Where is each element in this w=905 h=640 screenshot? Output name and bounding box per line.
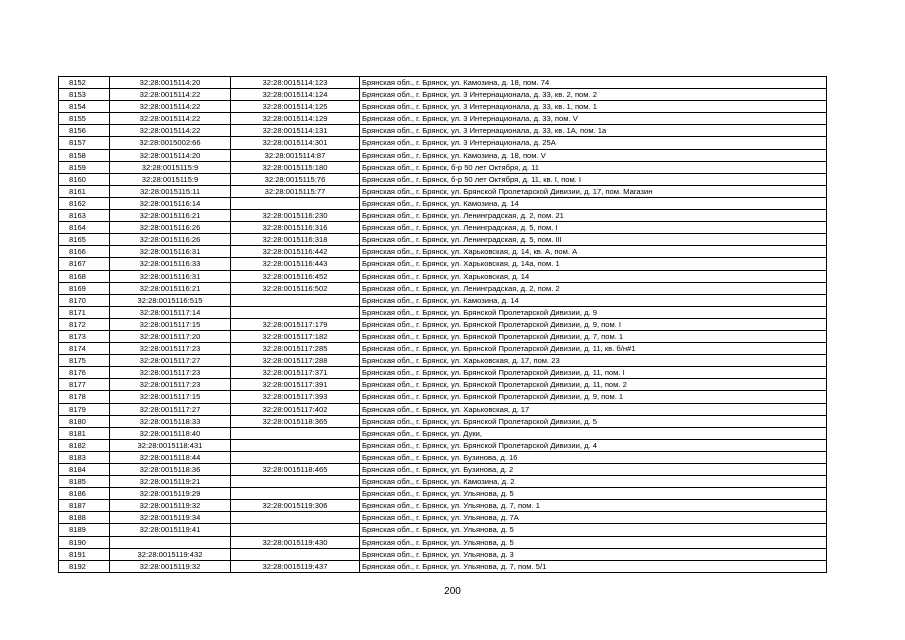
land-cadastral-number-cell: 32:28:0015114:22 (110, 113, 231, 125)
table-row (59, 113, 827, 125)
address-cell: Брянская обл., г. Брянск, ул. 3 Интернационала, д. 33, пом. V (360, 113, 827, 125)
address-cell: Брянская обл., г. Брянск, ул. Камозина, д. 18, пом. 74 (360, 77, 827, 89)
land-cadastral-number-cell: 32:28:0015117:27 (110, 355, 231, 367)
row-number-cell: 8169 (59, 282, 110, 294)
land-cadastral-number-cell: 32:28:0015119:32 (110, 500, 231, 512)
object-cadastral-number-cell: 32:28:0015117:393 (231, 391, 360, 403)
land-cadastral-number-cell: 32:28:0015118:44 (110, 451, 231, 463)
row-number-cell: 8188 (59, 512, 110, 524)
address-cell: Брянская обл., г. Брянск, ул. Брянской Пролетарской Дивизии, д. 5 (360, 415, 827, 427)
land-cadastral-number-cell: 32:28:0015118:431 (110, 439, 231, 451)
object-cadastral-number-cell: 32:28:0015114:301 (231, 137, 360, 149)
object-cadastral-number-cell: 32:28:0015117:285 (231, 343, 360, 355)
table-row (59, 379, 827, 391)
table-row (59, 403, 827, 415)
row-number-cell: 8179 (59, 403, 110, 415)
table-row (59, 330, 827, 342)
row-number-cell: 8186 (59, 488, 110, 500)
table-row (59, 355, 827, 367)
row-number-cell: 8190 (59, 536, 110, 548)
land-cadastral-number-cell: 32:28:0015116:33 (110, 258, 231, 270)
address-cell: Брянская обл., г. Брянск, ул. Ленинградская, д. 2, пом. 21 (360, 210, 827, 222)
address-cell: Брянская обл., г. Брянск, ул. Харьковская, д. 14 (360, 270, 827, 282)
table-row (59, 391, 827, 403)
object-cadastral-number-cell: 32:28:0015117:402 (231, 403, 360, 415)
object-cadastral-number-cell: 32:28:0015114:131 (231, 125, 360, 137)
address-cell: Брянская обл., г. Брянск, ул. 3 Интернационала, д. 25А (360, 137, 827, 149)
address-cell: Брянская обл., г. Брянск, ул. Камозина, д. 14 (360, 197, 827, 209)
address-cell: Брянская обл., г. Брянск, ул. Дуки, (360, 427, 827, 439)
table-row (59, 258, 827, 270)
object-cadastral-number-cell: 32:28:0015115:180 (231, 161, 360, 173)
address-cell: Брянская обл., г. Брянск, ул. Ульянова, д. 7, пом. 5/1 (360, 560, 827, 572)
row-number-cell: 8152 (59, 77, 110, 89)
object-cadastral-number-cell: 32:28:0015116:318 (231, 234, 360, 246)
table-body (59, 77, 827, 573)
address-cell: Брянская обл., г. Брянск, ул. 3 Интернационала, д. 33, кв. 1А, пом. 1а (360, 125, 827, 137)
land-cadastral-number-cell: 32:28:0015114:20 (110, 77, 231, 89)
object-cadastral-number-cell: 32:28:0015117:391 (231, 379, 360, 391)
table-row (59, 89, 827, 101)
row-number-cell: 8175 (59, 355, 110, 367)
land-cadastral-number-cell: 32:28:0015115:9 (110, 161, 231, 173)
object-cadastral-number-cell (231, 512, 360, 524)
table-row (59, 161, 827, 173)
address-cell: Брянская обл., г. Брянск, ул. Брянской Пролетарской Дивизии, д. 9, пом. I (360, 318, 827, 330)
address-cell: Брянская обл., г. Брянск, ул. Харьковская, д. 17, пом. 23 (360, 355, 827, 367)
object-cadastral-number-cell (231, 294, 360, 306)
object-cadastral-number-cell (231, 427, 360, 439)
object-cadastral-number-cell (231, 488, 360, 500)
row-number-cell: 8155 (59, 113, 110, 125)
land-cadastral-number-cell: 32:28:0015117:15 (110, 318, 231, 330)
table-row (59, 234, 827, 246)
property-register-table (58, 76, 827, 573)
table-row (59, 476, 827, 488)
object-cadastral-number-cell: 32:28:0015117:182 (231, 330, 360, 342)
land-cadastral-number-cell: 32:28:0015116:14 (110, 197, 231, 209)
row-number-cell: 8177 (59, 379, 110, 391)
land-cadastral-number-cell: 32:28:0015117:15 (110, 391, 231, 403)
row-number-cell: 8153 (59, 89, 110, 101)
table-row (59, 210, 827, 222)
table-row (59, 439, 827, 451)
object-cadastral-number-cell (231, 439, 360, 451)
object-cadastral-number-cell: 32:28:0015114:124 (231, 89, 360, 101)
land-cadastral-number-cell: 32:28:0015114:22 (110, 101, 231, 113)
object-cadastral-number-cell: 32:28:0015119:437 (231, 560, 360, 572)
address-cell: Брянская обл., г. Брянск, ул. Ульянова, д. 7, пом. 1 (360, 500, 827, 512)
address-cell: Брянская обл., г. Брянск, ул. Брянской Пролетарской Дивизии, д. 11, пом. 2 (360, 379, 827, 391)
table-row (59, 173, 827, 185)
row-number-cell: 8161 (59, 185, 110, 197)
land-cadastral-number-cell: 32:28:0015116:21 (110, 210, 231, 222)
land-cadastral-number-cell: 32:28:0015116:26 (110, 222, 231, 234)
land-cadastral-number-cell: 32:28:0015116:31 (110, 270, 231, 282)
land-cadastral-number-cell: 32:28:0015117:20 (110, 330, 231, 342)
row-number-cell: 8183 (59, 451, 110, 463)
land-cadastral-number-cell: 32:28:0015117:23 (110, 367, 231, 379)
object-cadastral-number-cell: 32:28:0015114:125 (231, 101, 360, 113)
address-cell: Брянская обл., г. Брянск, ул. Ульянова, д. 5 (360, 536, 827, 548)
object-cadastral-number-cell: 32:28:0015119:306 (231, 500, 360, 512)
address-cell: Брянская обл., г. Брянск, ул. Харьковская, д. 14а, пом. 1 (360, 258, 827, 270)
land-cadastral-number-cell: 32:28:0015117:23 (110, 379, 231, 391)
address-cell: Брянская обл., г. Брянск, ул. Ульянова, д. 3 (360, 548, 827, 560)
row-number-cell: 8187 (59, 500, 110, 512)
table-row (59, 149, 827, 161)
land-cadastral-number-cell: 32:28:0015117:23 (110, 343, 231, 355)
row-number-cell: 8170 (59, 294, 110, 306)
row-number-cell: 8172 (59, 318, 110, 330)
row-number-cell: 8189 (59, 524, 110, 536)
table-row (59, 500, 827, 512)
table-row (59, 451, 827, 463)
table-row (59, 536, 827, 548)
land-cadastral-number-cell: 32:28:0015115:9 (110, 173, 231, 185)
row-number-cell: 8176 (59, 367, 110, 379)
land-cadastral-number-cell: 32:28:0015002:66 (110, 137, 231, 149)
table-row (59, 367, 827, 379)
table-row (59, 197, 827, 209)
address-cell: Брянская обл., г. Брянск, б-р 50 лет Октября, д. 11 (360, 161, 827, 173)
row-number-cell: 8165 (59, 234, 110, 246)
address-cell: Брянская обл., г. Брянск, б-р 50 лет Октября, д. 11, кв. I, пом. I (360, 173, 827, 185)
table-row (59, 125, 827, 137)
address-cell: Брянская обл., г. Брянск, ул. Брянской Пролетарской Дивизии, д. 9 (360, 306, 827, 318)
object-cadastral-number-cell (231, 306, 360, 318)
address-cell: Брянская обл., г. Брянск, ул. Брянской Пролетарской Дивизии, д. 17, пом. Магазин (360, 185, 827, 197)
object-cadastral-number-cell (231, 524, 360, 536)
row-number-cell: 8181 (59, 427, 110, 439)
object-cadastral-number-cell: 32:28:0015119:430 (231, 536, 360, 548)
land-cadastral-number-cell: 32:28:0015116:31 (110, 246, 231, 258)
address-cell: Брянская обл., г. Брянск, ул. Харьковская, д. 17 (360, 403, 827, 415)
table-row (59, 343, 827, 355)
object-cadastral-number-cell (231, 476, 360, 488)
address-cell: Брянская обл., г. Брянск, ул. Бузинова, д. 2 (360, 464, 827, 476)
land-cadastral-number-cell: 32:28:0015117:27 (110, 403, 231, 415)
row-number-cell: 8182 (59, 439, 110, 451)
table-row (59, 77, 827, 89)
address-cell: Брянская обл., г. Брянск, ул. Ленинградская, д. 5, пом. III (360, 234, 827, 246)
row-number-cell: 8158 (59, 149, 110, 161)
row-number-cell: 8162 (59, 197, 110, 209)
table-row (59, 246, 827, 258)
row-number-cell: 8156 (59, 125, 110, 137)
land-cadastral-number-cell: 32:28:0015119:32 (110, 560, 231, 572)
object-cadastral-number-cell: 32:28:0015116:442 (231, 246, 360, 258)
address-cell: Брянская обл., г. Брянск, ул. Ульянова, д. 5 (360, 524, 827, 536)
address-cell: Брянская обл., г. Брянск, ул. Камозина, д. 18, пом. V (360, 149, 827, 161)
table-row (59, 101, 827, 113)
address-cell: Брянская обл., г. Брянск, ул. Ульянова, д. 5 (360, 488, 827, 500)
object-cadastral-number-cell: 32:28:0015115:76 (231, 173, 360, 185)
land-cadastral-number-cell: 32:28:0015116:21 (110, 282, 231, 294)
land-cadastral-number-cell: 32:28:0015116:26 (110, 234, 231, 246)
object-cadastral-number-cell: 32:28:0015115:77 (231, 185, 360, 197)
row-number-cell: 8160 (59, 173, 110, 185)
table-row (59, 464, 827, 476)
land-cadastral-number-cell: 32:28:0015117:14 (110, 306, 231, 318)
object-cadastral-number-cell: 32:28:0015116:316 (231, 222, 360, 234)
land-cadastral-number-cell: 32:28:0015114:22 (110, 125, 231, 137)
land-cadastral-number-cell: 32:28:0015115:11 (110, 185, 231, 197)
table-row (59, 415, 827, 427)
row-number-cell: 8178 (59, 391, 110, 403)
object-cadastral-number-cell: 32:28:0015114:129 (231, 113, 360, 125)
land-cadastral-number-cell: 32:28:0015116:515 (110, 294, 231, 306)
address-cell: Брянская обл., г. Брянск, ул. Камозина, д. 14 (360, 294, 827, 306)
table-row (59, 512, 827, 524)
object-cadastral-number-cell: 32:28:0015114:123 (231, 77, 360, 89)
table-row (59, 427, 827, 439)
table-row (59, 222, 827, 234)
row-number-cell: 8167 (59, 258, 110, 270)
page-number: 200 (444, 586, 461, 597)
table-row (59, 282, 827, 294)
object-cadastral-number-cell (231, 451, 360, 463)
object-cadastral-number-cell (231, 197, 360, 209)
address-cell: Брянская обл., г. Брянск, ул. Ленинградская, д. 2, пом. 2 (360, 282, 827, 294)
address-cell: Брянская обл., г. Брянск, ул. Бузинова, д. 16 (360, 451, 827, 463)
row-number-cell: 8174 (59, 343, 110, 355)
address-cell: Брянская обл., г. Брянск, ул. 3 Интернационала, д. 33, кв. 2, пом. 2 (360, 89, 827, 101)
land-cadastral-number-cell: 32:28:0015119:21 (110, 476, 231, 488)
row-number-cell: 8192 (59, 560, 110, 572)
address-cell: Брянская обл., г. Брянск, ул. Харьковская, д. 14, кв. А, пом. А (360, 246, 827, 258)
object-cadastral-number-cell: 32:28:0015114:87 (231, 149, 360, 161)
land-cadastral-number-cell: 32:28:0015119:432 (110, 548, 231, 560)
address-cell: Брянская обл., г. Брянск, ул. Брянской Пролетарской Дивизии, д. 7, пом. 1 (360, 330, 827, 342)
land-cadastral-number-cell: 32:28:0015119:34 (110, 512, 231, 524)
object-cadastral-number-cell: 32:28:0015118:365 (231, 415, 360, 427)
object-cadastral-number-cell: 32:28:0015116:502 (231, 282, 360, 294)
address-cell: Брянская обл., г. Брянск, ул. Камозина, д. 2 (360, 476, 827, 488)
table-row (59, 318, 827, 330)
land-cadastral-number-cell: 32:28:0015118:36 (110, 464, 231, 476)
row-number-cell: 8154 (59, 101, 110, 113)
row-number-cell: 8159 (59, 161, 110, 173)
row-number-cell: 8168 (59, 270, 110, 282)
object-cadastral-number-cell: 32:28:0015118:465 (231, 464, 360, 476)
land-cadastral-number-cell: 32:28:0015119:41 (110, 524, 231, 536)
row-number-cell: 8171 (59, 306, 110, 318)
table-row (59, 488, 827, 500)
object-cadastral-number-cell: 32:28:0015116:230 (231, 210, 360, 222)
object-cadastral-number-cell: 32:28:0015116:443 (231, 258, 360, 270)
object-cadastral-number-cell: 32:28:0015117:179 (231, 318, 360, 330)
land-cadastral-number-cell: 32:28:0015114:22 (110, 89, 231, 101)
row-number-cell: 8157 (59, 137, 110, 149)
row-number-cell: 8180 (59, 415, 110, 427)
table-row (59, 548, 827, 560)
object-cadastral-number-cell: 32:28:0015117:288 (231, 355, 360, 367)
table-row (59, 294, 827, 306)
land-cadastral-number-cell: 32:28:0015119:29 (110, 488, 231, 500)
land-cadastral-number-cell (110, 536, 231, 548)
address-cell: Брянская обл., г. Брянск, ул. Брянской Пролетарской Дивизии, д. 4 (360, 439, 827, 451)
table-row (59, 560, 827, 572)
table-row (59, 524, 827, 536)
row-number-cell: 8164 (59, 222, 110, 234)
row-number-cell: 8166 (59, 246, 110, 258)
address-cell: Брянская обл., г. Брянск, ул. Брянской Пролетарской Дивизии, д. 9, пом. 1 (360, 391, 827, 403)
table-row (59, 185, 827, 197)
table-row (59, 306, 827, 318)
address-cell: Брянская обл., г. Брянск, ул. Ленинградская, д. 5, пом. I (360, 222, 827, 234)
row-number-cell: 8185 (59, 476, 110, 488)
address-cell: Брянская обл., г. Брянск, ул. Ульянова, д. 7А (360, 512, 827, 524)
address-cell: Брянская обл., г. Брянск, ул. 3 Интернационала, д. 33, кв. 1, пом. 1 (360, 101, 827, 113)
row-number-cell: 8191 (59, 548, 110, 560)
object-cadastral-number-cell: 32:28:0015116:452 (231, 270, 360, 282)
row-number-cell: 8163 (59, 210, 110, 222)
row-number-cell: 8173 (59, 330, 110, 342)
land-cadastral-number-cell: 32:28:0015118:40 (110, 427, 231, 439)
address-cell: Брянская обл., г. Брянск, ул. Брянской Пролетарской Дивизии, д. 11, кв. б/н#1 (360, 343, 827, 355)
land-cadastral-number-cell: 32:28:0015114:20 (110, 149, 231, 161)
land-cadastral-number-cell: 32:28:0015118:33 (110, 415, 231, 427)
table-row (59, 137, 827, 149)
row-number-cell: 8184 (59, 464, 110, 476)
object-cadastral-number-cell (231, 548, 360, 560)
object-cadastral-number-cell: 32:28:0015117:371 (231, 367, 360, 379)
table-row (59, 270, 827, 282)
address-cell: Брянская обл., г. Брянск, ул. Брянской Пролетарской Дивизии, д. 11, пом. I (360, 367, 827, 379)
